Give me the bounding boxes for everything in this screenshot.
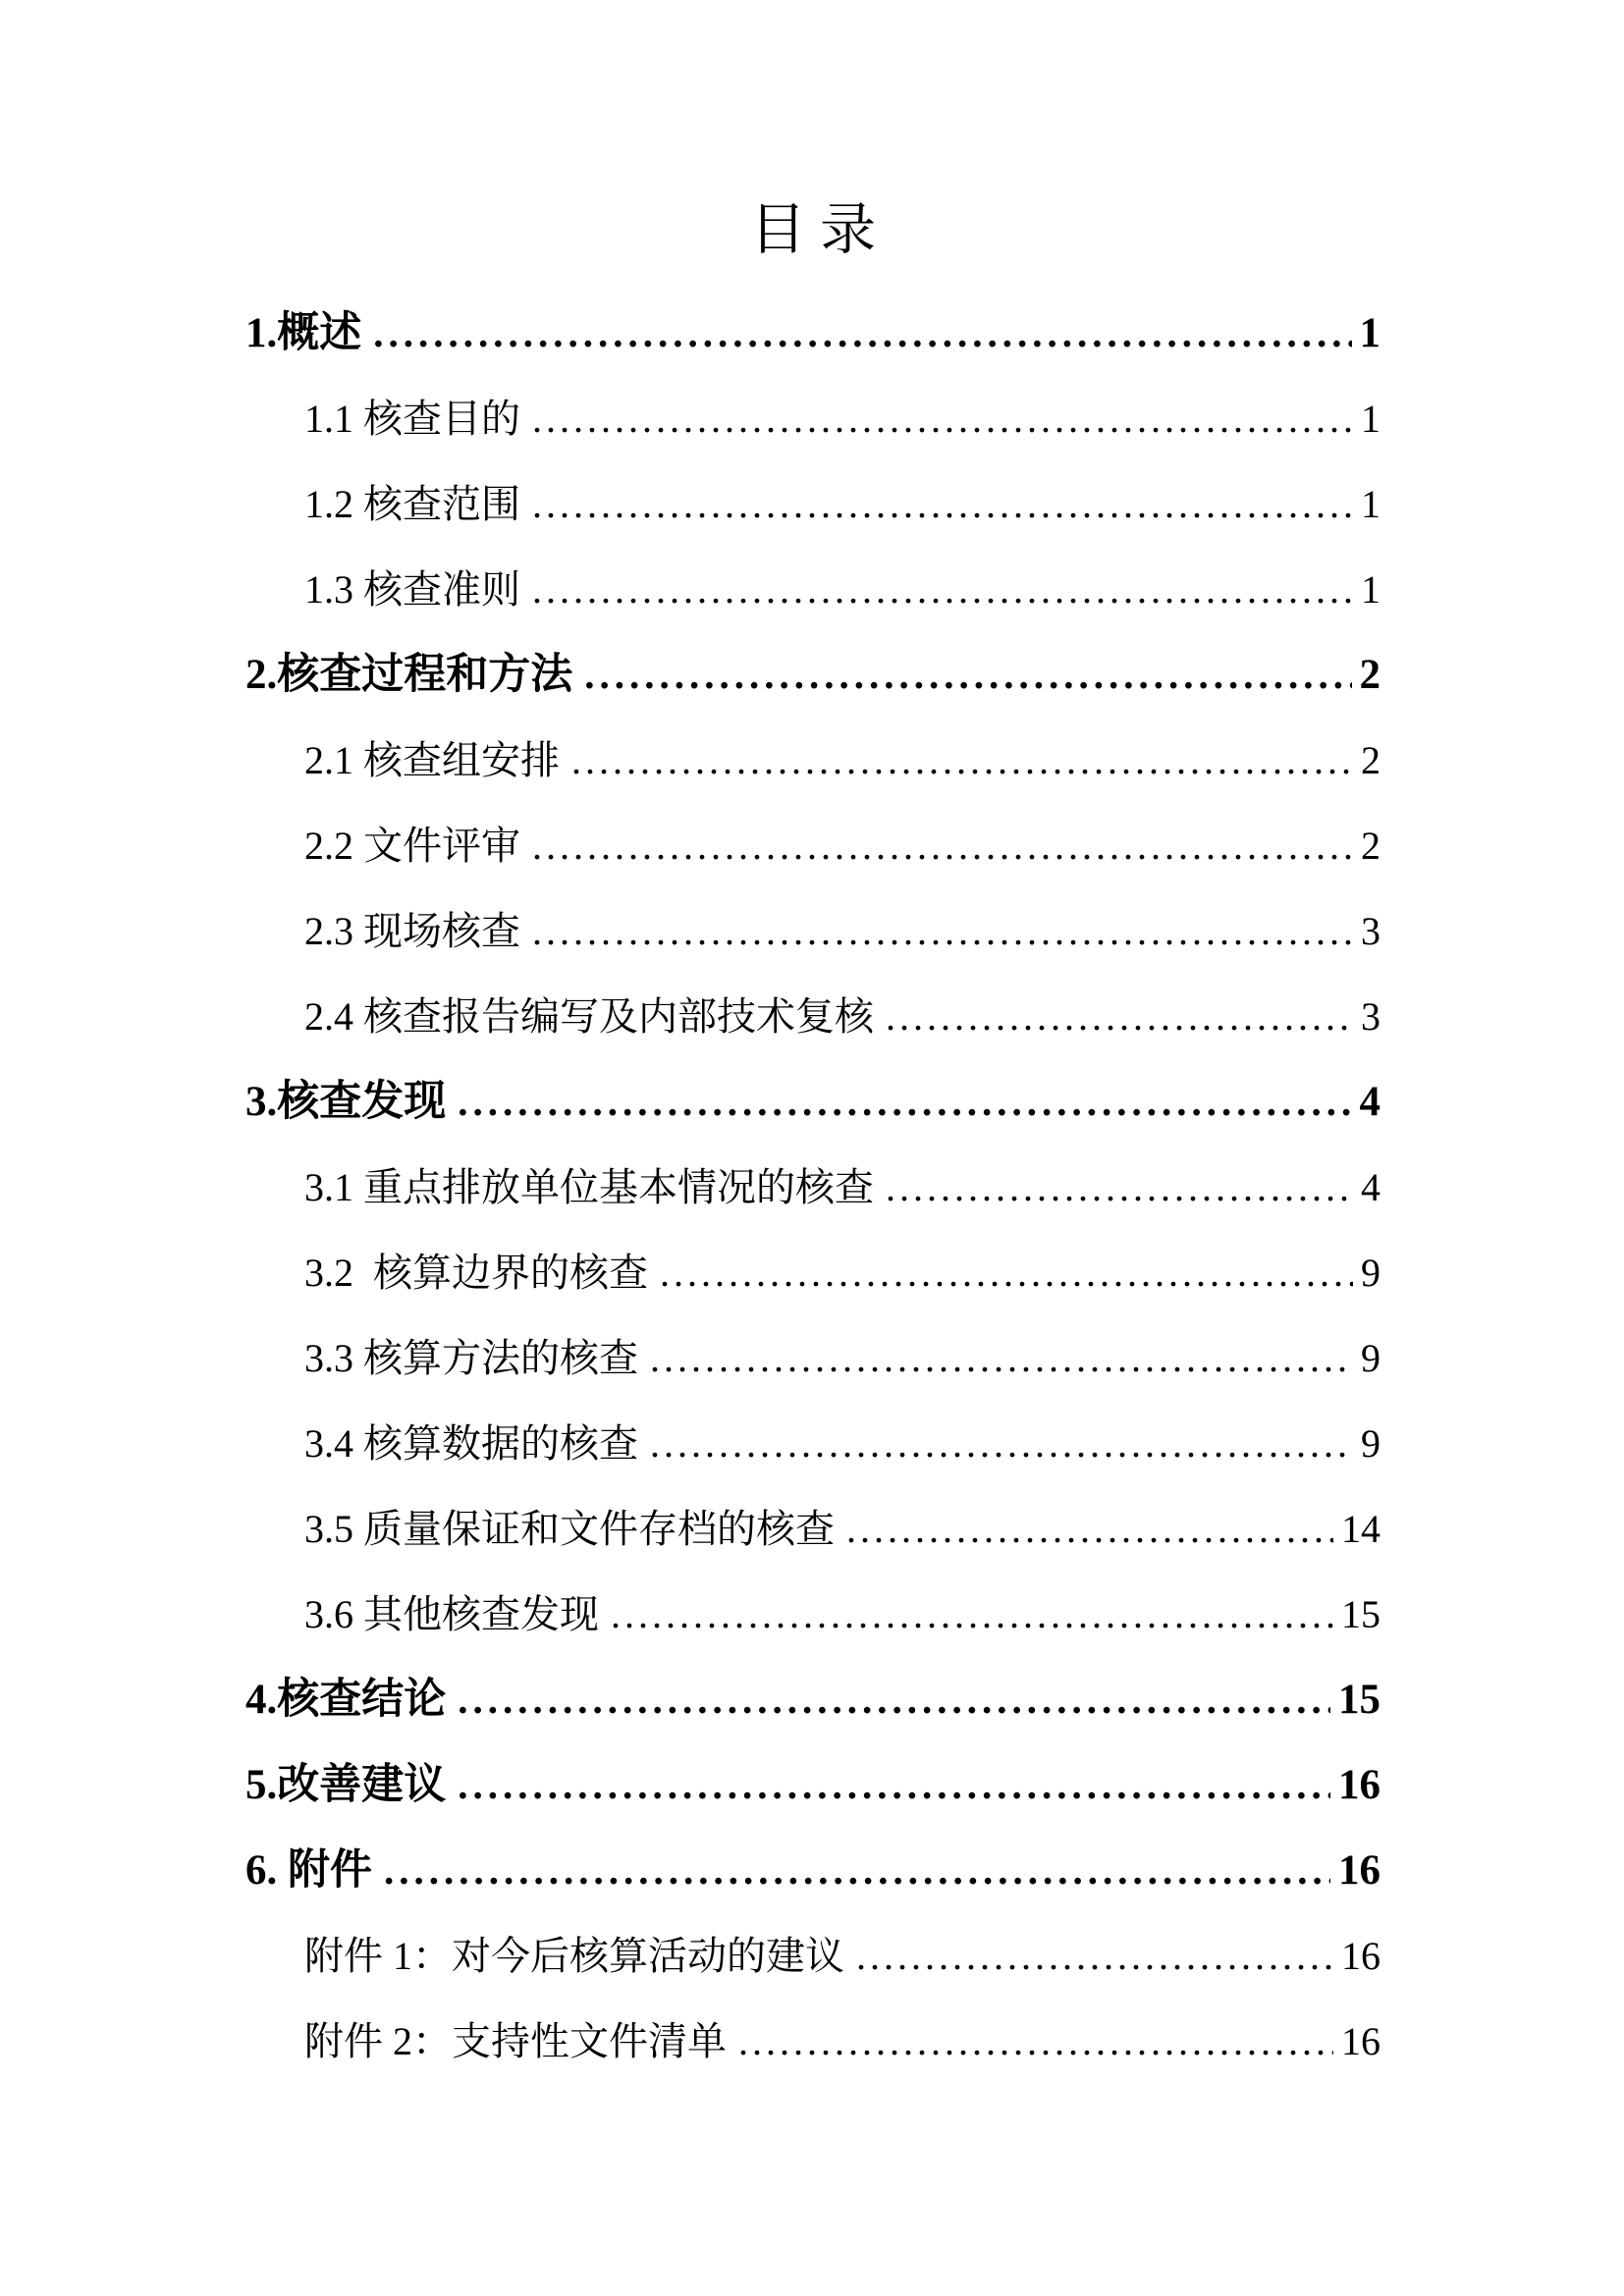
toc-entry[interactable] [245,632,1380,718]
table-of-contents [245,291,1380,2084]
toc-page-number: 15 [1338,1677,1380,1723]
toc-entry[interactable] [304,1572,1380,1657]
dot-leader [532,803,1353,888]
toc-entry[interactable] [304,461,1380,547]
toc-page-number: 16 [1338,1847,1380,1894]
toc-entry[interactable] [304,1913,1380,1999]
dot-leader [532,461,1353,547]
dot-leader [532,888,1353,974]
toc-entry[interactable] [304,1145,1380,1230]
toc-entry-label: 5.改善建议 [245,1762,447,1808]
toc-entry-label: 3.2 核算边界的核查 [304,1251,648,1295]
dot-leader [846,1486,1333,1572]
dot-leader [373,291,1351,376]
toc-page-number: 1 [1361,397,1380,441]
toc-entry-label: 2.3 现场核查 [304,909,520,953]
toc-entry-label: 3.5 质量保证和文件存档的核查 [304,1507,835,1551]
toc-page-number: 1 [1359,310,1380,356]
dot-leader [584,632,1351,718]
toc-entry-label: 1.3 核查准则 [304,567,520,612]
toc-page-number: 15 [1341,1592,1380,1636]
toc-entry-label: 4.核查结论 [245,1677,447,1723]
dot-leader [458,1059,1351,1145]
toc-page-number: 16 [1341,2019,1380,2063]
toc-entry-label: 2.核查过程和方法 [245,652,573,698]
toc-entry-label: 3.核查发现 [245,1079,447,1125]
toc-entry[interactable] [245,1742,1380,1828]
toc-entry[interactable] [245,291,1380,376]
toc-entry-label: 3.3 核算方法的核查 [304,1336,638,1380]
toc-page-number: 2 [1361,824,1380,868]
dot-leader [886,974,1353,1059]
toc-page-number: 3 [1361,994,1380,1039]
toc-entry-label: 3.4 核算数据的核查 [304,1421,638,1466]
dot-leader [650,1401,1353,1486]
toc-entry-label: 1.概述 [245,310,362,356]
toc-entry-label: 2.1 核查组安排 [304,738,560,782]
toc-entry-label: 1.1 核查目的 [304,397,520,441]
toc-page-number: 1 [1361,482,1380,526]
dot-leader [650,1315,1353,1401]
toc-entry[interactable] [245,1059,1380,1145]
dot-leader [611,1572,1333,1657]
toc-entry[interactable] [304,974,1380,1059]
toc-entry[interactable] [245,1828,1380,1913]
dot-leader [886,1145,1353,1230]
dot-leader [458,1657,1330,1742]
toc-entry-label: 6. 附件 [245,1847,372,1894]
toc-page-number: 3 [1361,909,1380,953]
toc-entry[interactable] [304,1315,1380,1401]
toc-page-number: 16 [1341,1934,1380,1978]
toc-entry[interactable] [304,1230,1380,1315]
toc-entry-label: 3.1 重点排放单位基本情况的核查 [304,1165,874,1209]
toc-entry[interactable] [304,1486,1380,1572]
page-title: 目 录 [749,199,877,261]
dot-leader [738,1999,1333,2084]
toc-page-number: 4 [1361,1165,1380,1209]
toc-page-number: 9 [1361,1336,1380,1380]
dot-leader [660,1230,1353,1315]
toc-entry[interactable] [304,376,1380,461]
dot-leader [532,547,1353,632]
toc-entry[interactable] [304,1401,1380,1486]
toc-entry[interactable] [245,1657,1380,1742]
toc-entry-label: 2.2 文件评审 [304,824,520,868]
toc-page-number: 9 [1361,1251,1380,1295]
dot-leader [856,1913,1333,1999]
toc-entry[interactable] [304,803,1380,888]
toc-entry-label: 附件 1：对今后核算活动的建议 [304,1934,844,1978]
toc-entry[interactable] [304,888,1380,974]
dot-leader [571,718,1353,803]
toc-entry[interactable] [304,547,1380,632]
toc-page-number: 9 [1361,1421,1380,1466]
toc-entry-label: 附件 2：支持性文件清单 [304,2019,727,2063]
toc-entry[interactable] [304,718,1380,803]
toc-entry[interactable] [304,1999,1380,2084]
toc-page-number: 14 [1341,1507,1380,1551]
toc-page-number: 2 [1361,738,1380,782]
toc-page-number: 16 [1338,1762,1380,1808]
toc-page-number: 2 [1359,652,1380,698]
toc-page-number: 1 [1361,567,1380,612]
toc-page-number: 4 [1359,1079,1380,1125]
toc-entry-label: 1.2 核查范围 [304,482,520,526]
dot-leader [532,376,1353,461]
toc-entry-label: 2.4 核查报告编写及内部技术复核 [304,994,874,1039]
dot-leader [384,1828,1330,1913]
dot-leader [458,1742,1330,1828]
toc-entry-label: 3.6 其他核查发现 [304,1592,599,1636]
